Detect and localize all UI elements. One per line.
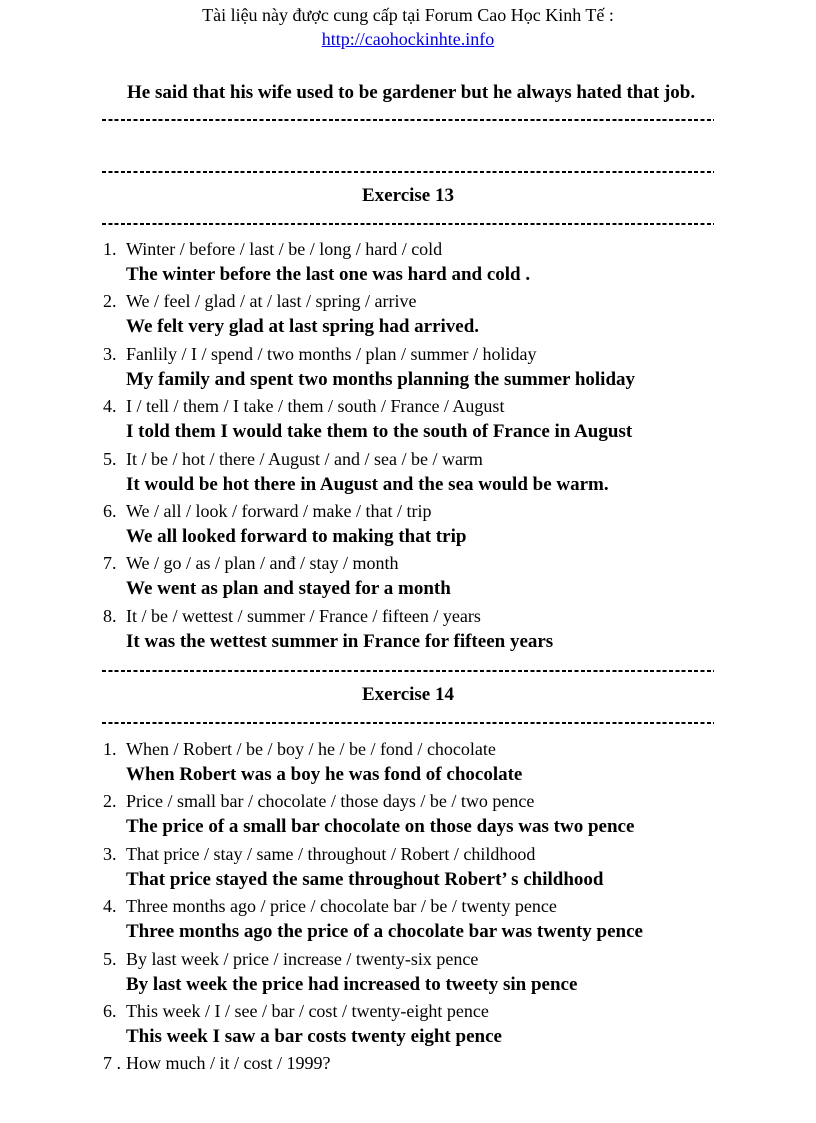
item-prompt: When / Robert / be / boy / he / be / fond / chocolate bbox=[126, 739, 496, 759]
item-prompt: How much / it / cost / 1999? bbox=[126, 1053, 331, 1073]
exercise-13-item bbox=[103, 393, 723, 445]
item-number: 6. bbox=[103, 501, 117, 521]
item-prompt: Fanlily / I / spend / two months / plan / summer / holiday bbox=[126, 344, 537, 364]
item-prompt: We / all / look / forward / make / that / trip bbox=[126, 501, 432, 521]
dashed-divider bbox=[102, 171, 714, 173]
item-answer: We went as plan and stayed for a month bbox=[126, 578, 451, 599]
item-answer: Three months ago the price of a chocolate bar was twenty pence bbox=[126, 921, 643, 942]
item-prompt: That price / stay / same / throughout / Robert / childhood bbox=[126, 844, 536, 864]
item-number: 2. bbox=[103, 291, 117, 311]
exercise-13-item bbox=[103, 603, 723, 655]
item-prompt: We / go / as / plan / anđ / stay / month bbox=[126, 553, 399, 573]
exercise-14-item bbox=[103, 841, 723, 893]
exercise-13-item bbox=[103, 550, 723, 602]
item-number: 7 . bbox=[103, 1053, 121, 1073]
exercise-14-item bbox=[103, 893, 723, 945]
item-answer: It was the wettest summer in France for fifteen years bbox=[126, 631, 554, 652]
item-number: 4. bbox=[103, 896, 117, 916]
exercise-14-item bbox=[103, 946, 723, 998]
item-answer: We all looked forward to making that trip bbox=[126, 526, 467, 547]
item-answer: My family and spent two months planning the summer holiday bbox=[126, 369, 636, 390]
dashed-divider bbox=[102, 119, 714, 121]
item-number: 7. bbox=[103, 553, 117, 573]
exercise-14-item bbox=[103, 998, 723, 1050]
item-number: 5. bbox=[103, 449, 117, 469]
exercise-13-item bbox=[103, 446, 723, 498]
dashed-divider bbox=[102, 670, 714, 672]
exercise-13-title: Exercise 13 bbox=[362, 185, 454, 206]
item-prompt: Price / small bar / chocolate / those days / be / two pence bbox=[126, 791, 535, 811]
item-prompt: This week / I / see / bar / cost / twenty-eight pence bbox=[126, 1001, 489, 1021]
exercise-13-item bbox=[103, 236, 723, 288]
item-number: 3. bbox=[103, 344, 117, 364]
exercise-14-item bbox=[103, 1050, 723, 1076]
item-number: 6. bbox=[103, 1001, 117, 1021]
exercise-13-item bbox=[103, 341, 723, 393]
item-number: 5. bbox=[103, 949, 117, 969]
item-answer: That price stayed the same throughout Robert’ s childhood bbox=[126, 869, 604, 890]
item-answer: The winter before the last one was hard and cold . bbox=[126, 264, 531, 285]
exercise-14-item bbox=[103, 736, 723, 788]
item-number: 2. bbox=[103, 791, 117, 811]
exercise-14-item bbox=[103, 788, 723, 840]
item-prompt: It / be / hot / there / August / and / sea / be / warm bbox=[126, 449, 483, 469]
item-number: 8. bbox=[103, 606, 117, 626]
item-number: 4. bbox=[103, 396, 117, 416]
item-answer: The price of a small bar chocolate on those days was two pence bbox=[126, 816, 635, 837]
item-prompt: Winter / before / last / be / long / hard / cold bbox=[126, 239, 443, 259]
item-answer: When Robert was a boy he was fond of chocolate bbox=[126, 764, 523, 785]
header-link[interactable]: http://caohockinhte.info bbox=[321, 29, 495, 49]
item-answer: We felt very glad at last spring had arrived. bbox=[126, 316, 480, 337]
item-answer: By last week the price had increased to tweety sin pence bbox=[126, 974, 578, 995]
item-number: 3. bbox=[103, 844, 117, 864]
item-answer: This week I saw a bar costs twenty eight pence bbox=[126, 1026, 502, 1047]
exercise-13-item bbox=[103, 288, 723, 340]
item-prompt: I / tell / them / I take / them / south / France / August bbox=[126, 396, 505, 416]
item-answer: It would be hot there in August and the sea would be warm. bbox=[126, 474, 609, 495]
item-prompt: We / feel / glad / at / last / spring / arrive bbox=[126, 291, 417, 311]
header-text: Tài liệu này được cung cấp tại Forum Cao Học Kinh Tế : bbox=[202, 5, 614, 25]
exercise-13-item bbox=[103, 498, 723, 550]
page-header bbox=[0, 0, 816, 51]
item-prompt: It / be / wettest / summer / France / fifteen / years bbox=[126, 606, 481, 626]
item-number: 1. bbox=[103, 739, 117, 759]
item-prompt: Three months ago / price / chocolate bar / be / twenty pence bbox=[126, 896, 557, 916]
item-number: 1. bbox=[103, 239, 117, 259]
intro-answer: He said that his wife used to be gardener but he always hated that job. bbox=[127, 82, 696, 103]
dashed-divider bbox=[102, 722, 714, 724]
item-prompt: By last week / price / increase / twenty-six pence bbox=[126, 949, 479, 969]
dashed-divider bbox=[102, 223, 714, 225]
exercise-14-title: Exercise 14 bbox=[362, 684, 454, 705]
item-answer: I told them I would take them to the south of France in August bbox=[126, 421, 633, 442]
